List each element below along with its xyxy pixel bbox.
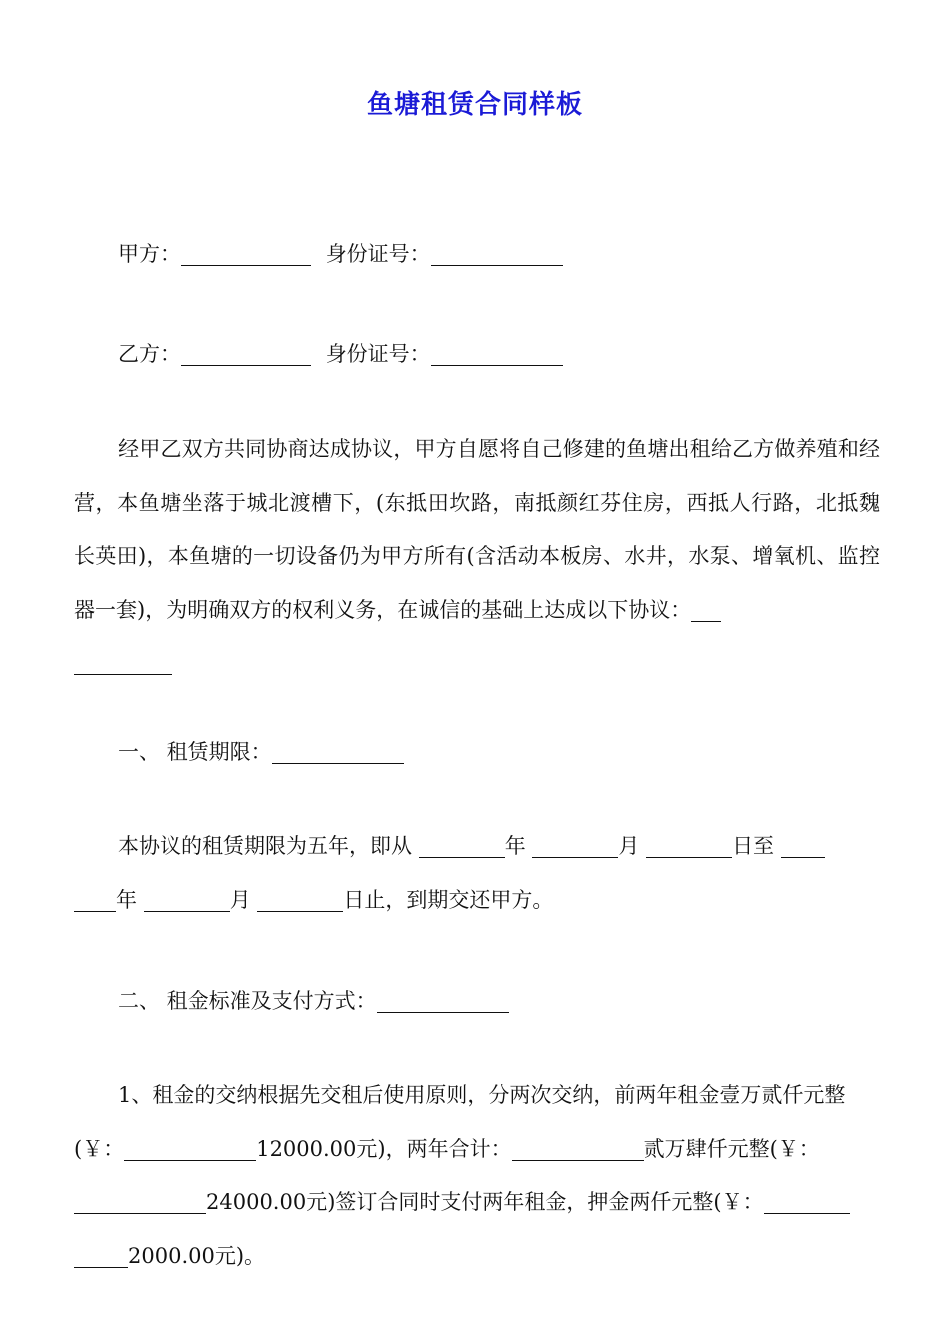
end-month-label: 月 — [229, 887, 251, 912]
year-label: 年 — [504, 834, 526, 858]
section1-blank[interactable] — [272, 740, 404, 764]
party-a-line — [118, 238, 563, 268]
intro-text: 经甲乙双方共同协商达成协议，甲方自愿将自己修建的鱼塘出租给乙方做养殖和经营，本鱼塘坐落于城北渡槽下，(东抵田坎路，南抵颜红芬住房，西抵人行路，北抵魏长英田)，本鱼塘的一切设备仍为甲方所有(含活动本板房、水井，水泵、增氧机、监控器一套)，为明确双方的权利义务，在诚信的基础上达成以下协议： — [74, 437, 880, 622]
payment-text-d: 24000.00元)签订合同时支付两年租金，押金两仟元整(￥： — [206, 1190, 764, 1214]
deposit-blank-b[interactable] — [74, 1244, 128, 1268]
end-month-blank[interactable] — [144, 888, 230, 912]
section1-paragraph — [74, 820, 880, 927]
section2-heading-text: 二、 租金标准及支付方式： — [118, 989, 377, 1013]
end-year-blank-a[interactable] — [781, 834, 825, 858]
party-b-id-label: 身份证号： — [325, 342, 431, 366]
month-label: 月 — [618, 834, 640, 858]
party-b-line — [118, 338, 563, 368]
party-a-blank[interactable] — [181, 242, 311, 266]
payment-text-e: 2000.00元)。 — [128, 1243, 266, 1268]
party-b-label: 乙方： — [118, 342, 181, 366]
party-a-id-blank[interactable] — [431, 242, 563, 266]
party-a-id-label: 身份证号： — [325, 242, 431, 266]
section1-heading — [118, 736, 404, 766]
start-year-blank[interactable] — [419, 834, 505, 858]
start-month-blank[interactable] — [532, 834, 618, 858]
rent-amount-blank[interactable] — [124, 1137, 256, 1161]
party-b-id-blank[interactable] — [431, 342, 563, 366]
end-year-label: 年 — [116, 887, 137, 912]
section1-heading-text: 一、 租赁期限： — [118, 740, 272, 764]
section2-blank[interactable] — [377, 989, 509, 1013]
deposit-blank-a[interactable] — [764, 1190, 850, 1214]
intro-blank[interactable] — [691, 598, 721, 622]
intro-blank-cont[interactable] — [74, 651, 172, 675]
section1-text-a: 本协议的租赁期限为五年，即从 — [118, 834, 412, 858]
payment-text-a: 1、租金的交纳根据先交租后使用原则，分两次交纳，前两年租金壹万贰仟元整(￥： — [74, 1083, 846, 1161]
day-end-label: 日止，到期交还甲方。 — [343, 887, 554, 912]
section2-paragraph — [74, 1069, 880, 1283]
section2-heading — [118, 985, 509, 1015]
party-a-label: 甲方： — [118, 242, 181, 266]
total-blank[interactable] — [512, 1137, 644, 1161]
total-amount-blank[interactable] — [74, 1190, 206, 1214]
intro-paragraph — [74, 423, 880, 691]
end-year-blank-b[interactable] — [74, 888, 116, 912]
day-to-label: 日至 — [732, 834, 775, 858]
payment-text-b: 12000.00元)，两年合计： — [256, 1136, 512, 1161]
party-b-blank[interactable] — [181, 342, 311, 366]
page-title: 鱼塘租赁合同样板 — [366, 90, 583, 120]
end-day-blank[interactable] — [257, 888, 343, 912]
start-day-blank[interactable] — [646, 834, 732, 858]
payment-text-c: 贰万肆仟元整(￥： — [643, 1136, 820, 1161]
